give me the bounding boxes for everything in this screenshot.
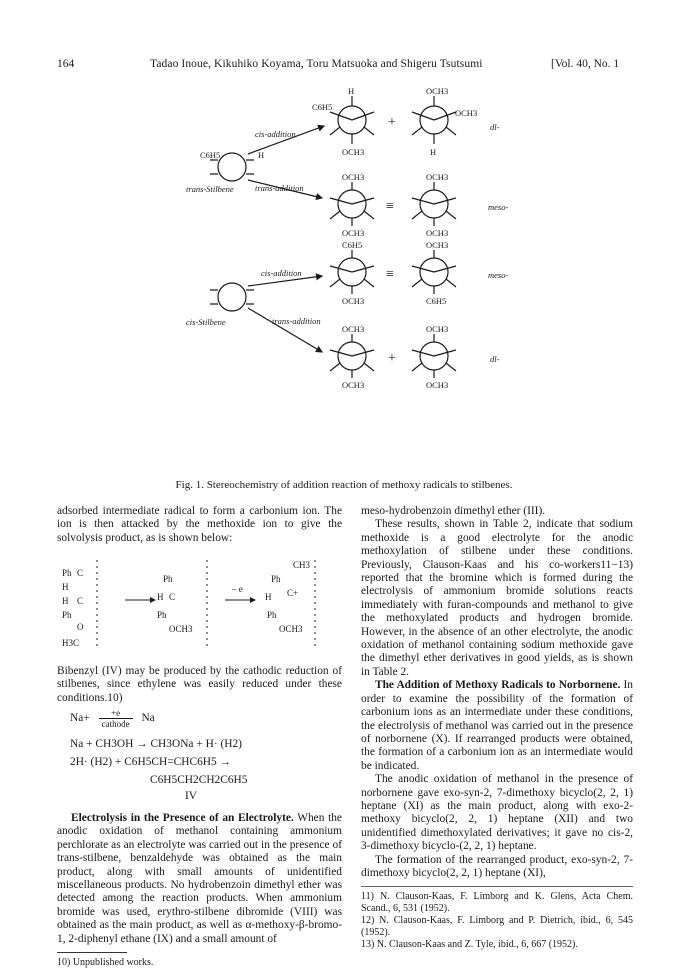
running-header-volume: [Vol. 40, No. 1 (551, 58, 620, 70)
paragraph: adsorbed intermediate radical to form a carbonium ion. The ion is then attacked by the methoxide ion to give the solvolysis product, as is shown below: (57, 505, 342, 544)
eq1-left: Na+ (70, 712, 90, 725)
sub-c6h5: C6H5 (342, 240, 363, 250)
sub-h: H (348, 86, 355, 96)
equation-3: 2H· (H2) + C6H5CH=CHC6H5 → (70, 756, 231, 768)
figure-caption: Fig. 1. Stereochemistry of addition reaction of methoxy radicals to stilbenes. (175, 479, 513, 491)
left-column-mid (57, 665, 342, 705)
mech-ph: Ph (267, 610, 277, 620)
mech-cation: C+ (287, 588, 299, 598)
mech-h3c: H3C (62, 638, 80, 648)
mech-c: C (169, 592, 176, 602)
section-heading: Electrolysis in the Presence of an Electrolyte. (71, 812, 294, 824)
running-header-authors: Tadao Inoue, Kikuhiko Koyama, Toru Matsuoka and Shigeru Tsutsumi (150, 58, 483, 70)
sub-c6h5: C6H5 (426, 296, 447, 306)
eq1-bottom: cathode (101, 719, 130, 729)
mech-h: H (62, 596, 69, 606)
footnote: 11) N. Clauson-Kaas, F. Limborg and K. Glens, Acta Chem. Scand., 6, 531 (1952). (361, 891, 633, 915)
sub-och3: OCH3 (342, 172, 365, 182)
left-column-bottom (57, 812, 342, 969)
sub-och3: OCH3 (342, 296, 365, 306)
eq1-right: Na (141, 712, 155, 725)
equation-5: IV (185, 790, 198, 802)
sub-och3: OCH3 (426, 172, 449, 182)
mech-ph: Ph (163, 574, 173, 584)
mech-minus-e: – e (232, 584, 243, 594)
mech-c: C (77, 596, 84, 606)
label-meso-1: meso- (488, 202, 509, 212)
label-cis-addition-2: cis-addition (261, 268, 302, 278)
footnote-divider (57, 952, 127, 953)
sub-och3: OCH3 (342, 228, 365, 238)
cis-stilbene-drawing (218, 283, 246, 311)
footnote: 13) N. Clauson-Kaas and Z. Tyle, ibid., 6, 667 (1952). (361, 939, 578, 951)
left-column-top (57, 505, 342, 545)
mech-och3: OCH3 (279, 624, 303, 634)
label-cis-addition: cis-addition (255, 129, 296, 139)
mech-ph: Ph (62, 568, 72, 578)
plus-sign-1: + (388, 115, 396, 130)
equiv-sign-1: ≡ (386, 199, 394, 214)
label-dl-1: dl- (490, 122, 500, 132)
mech-o: O (77, 622, 84, 632)
page-number: 164 (57, 58, 75, 70)
paragraph: In order to examine the possibility of the formation of carbonium ions as an intermediate under these conditions, the electrolysis of methanol was carried out in the presence of norbornene (X). If rearranged products were obtained, the formation of a carbonium ion as an intermediate would be indicated. (361, 679, 633, 772)
mech-h: H (62, 582, 69, 592)
figure-stereochemistry (0, 0, 688, 480)
sub-och3: OCH3 (426, 380, 449, 390)
sub-och3: OCH3 (455, 108, 478, 118)
equation-4: C6H5CH2CH2C6H5 (150, 774, 248, 786)
label-dl-2: dl- (490, 354, 500, 364)
mech-ch3: CH3 (293, 560, 311, 570)
label-trans-addition: trans-addition (255, 183, 304, 193)
sub-h: H (430, 147, 437, 157)
equation-2: Na + CH3OH → CH3ONa + H· (H2) (70, 738, 242, 750)
label-trans-stilbene: trans-Stilbene (186, 184, 234, 194)
label-trans-addition-2: trans-addition (272, 316, 321, 326)
paragraph: These results, shown in Table 2, indicate that sodium methoxide is a good electrolyte for the anodic methoxylation of stilbene under these conditions. Previously, Clauson-Kaas and his co-workers11−13) reported that the bromine which is formed during the electrolysis of ammonium bromide solutions reacts immediately with furan-compounds and methanol to give the methoxylated products and hydrogen bromide. However, in the absence of an other electrolyte, the anodic oxidation of methanol containing sodium methoxide gave the dimethyl ether derivatives in good yields, as is shown in Table 2. (361, 518, 633, 678)
sub-och3: OCH3 (342, 147, 365, 157)
sub-och3: OCH3 (426, 324, 449, 334)
mech-ph: Ph (271, 574, 281, 584)
equiv-sign-2: ≡ (386, 267, 394, 282)
plus-sign-2: + (388, 351, 396, 366)
section-heading: The Addition of Methoxy Radicals to Norbornene. (375, 679, 621, 692)
eq1-top: +e (111, 708, 121, 718)
footnote: 10) Unpublished works. (57, 957, 154, 969)
sub-c6h5: C6H5 (312, 102, 333, 112)
mech-och3: OCH3 (169, 624, 193, 634)
paragraph: Bibenzyl (IV) may be produced by the cathodic reduction of stilbenes, since ethylene was easily reduced under these conditions.10) (57, 665, 342, 704)
equation-1 (70, 708, 155, 729)
mechanism-scheme (57, 560, 357, 665)
paragraph: When the anodic oxidation of methanol containing ammonium perchlorate as an electrolyte was carried out in the presence of trans-stilbene, benzaldehyde was obtained as the main product, along with small amounts of unidentified miscellaneous products. No hydrobenzoin dimethyl ether was detected among the reaction products. When ammonium bromide was used, erythro-stilbene dibromide (VIII) was obtained as the main product, as well as α-methoxy-β-bromo-1, 2-diphenyl ethane (IX) and a small amount of (57, 812, 342, 945)
mech-c: C (77, 568, 84, 578)
sub-och3: OCH3 (426, 240, 449, 250)
label-cis-stilbene: cis-Stilbene (186, 317, 226, 327)
sub-c6h5: C6H5 (200, 150, 221, 160)
footnote-divider (361, 886, 633, 887)
sub-och3: OCH3 (342, 324, 365, 334)
sub-och3: OCH3 (426, 86, 449, 96)
mech-ph: Ph (157, 610, 167, 620)
paragraph: The formation of the rearranged product, exo-syn-2, 7-dimethoxy bicyclo(2, 2, 1) heptane (XI), (361, 853, 633, 879)
mech-h: H (265, 592, 272, 602)
sub-h: H (258, 150, 265, 160)
sub-och3: OCH3 (342, 380, 365, 390)
label-meso-2: meso- (488, 270, 509, 280)
trans-stilbene-drawing (218, 153, 246, 181)
paragraph: The anodic oxidation of methanol in the presence of norbornene gave exo-syn-2, 7-dimethoxy bicyclo(2, 2, 1) heptane (XI) as the main product, along with exo-2-methoxy bicyclo(2, 2, 1) heptane (XII) and two unidentified dimethoxylated derivatives; it gave no cis-2, 3-dimethoxy bicyclo-(2, 2, 1) heptane. (361, 773, 633, 853)
mech-ph: Ph (62, 610, 72, 620)
mech-h: H (157, 592, 164, 602)
paragraph: meso-hydrobenzoin dimethyl ether (III). (361, 505, 546, 517)
right-column (361, 505, 633, 951)
footnote: 12) N. Clauson-Kaas, F. Limborg and P. Dietrich, ibid., 6, 545 (1952). (361, 915, 633, 939)
sub-och3: OCH3 (426, 228, 449, 238)
